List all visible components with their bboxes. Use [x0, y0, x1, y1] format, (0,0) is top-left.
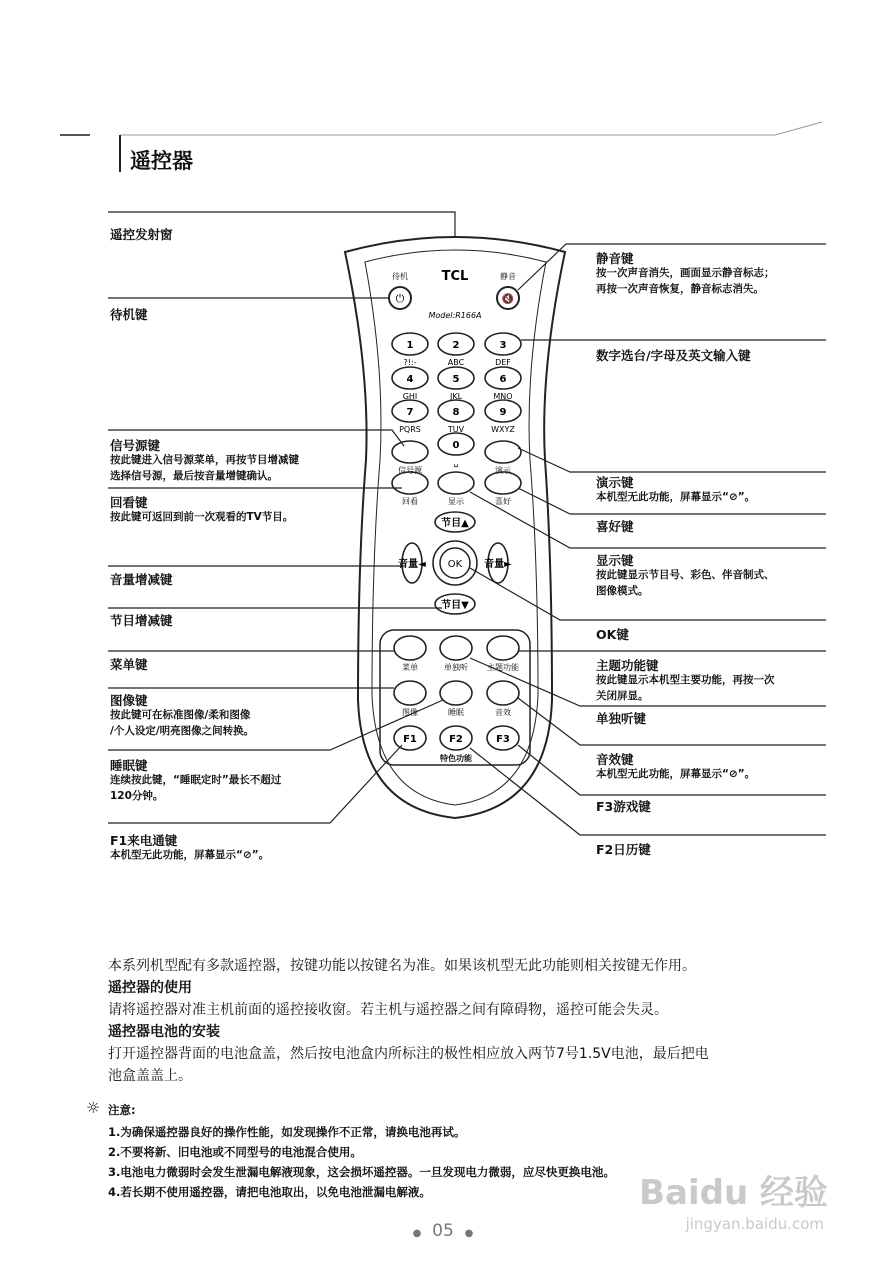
key-1-label: ?!:- [403, 358, 417, 367]
theme-callout-label: 主题功能键 [596, 658, 659, 673]
f2-callout-label: F2日历键 [596, 842, 651, 857]
notes-heading: 注意: [108, 1103, 136, 1117]
special-function-label: 特色功能 [440, 754, 472, 763]
theme-callout-desc: 按此键显示本机型主要功能，再按一次 [596, 674, 775, 686]
key-0[interactable] [438, 433, 474, 467]
mono-callout-label: 单独听键 [596, 711, 647, 726]
key-6-text: 6 [499, 374, 507, 385]
note-item-1: 1.为确保遥控器良好的操作性能，如发现操作不正常，请换电池再试。 [108, 1125, 466, 1139]
key-3-label: DEF [495, 358, 511, 367]
page-number: ● 05 ● [412, 1221, 474, 1241]
sleep-button[interactable] [440, 681, 472, 717]
key-4[interactable] [392, 367, 428, 401]
f1-button-text: F1 [403, 734, 417, 745]
recall-button-label: 回看 [402, 497, 418, 506]
ok-callout-label: OK键 [596, 627, 629, 642]
demo-callout-label: 演示键 [596, 475, 634, 490]
sleep-callout-desc: 120分钟。 [110, 790, 164, 802]
image-callout-label: 图像键 [110, 693, 148, 708]
key-2-label: ABC [447, 358, 465, 367]
usage-text: 请将遥控器对准主机前面的遥控接收窗。若主机与遥控器之间有障碍物，遥控可能会失灵。 [108, 1002, 668, 1018]
sound-button-shape [487, 681, 519, 705]
recall-button[interactable] [392, 472, 428, 506]
f1-callout-desc: 本机型无此功能，屏幕显示“⊘”。 [110, 849, 270, 861]
f2-button[interactable] [440, 726, 472, 750]
favorite-button-label: 喜好 [495, 497, 511, 506]
menu-button-shape [394, 636, 426, 660]
f3-button[interactable] [487, 726, 519, 750]
emitter-callout-label: 遥控发射窗 [110, 227, 173, 242]
demo-button[interactable] [485, 441, 521, 475]
favorite-button[interactable] [485, 472, 521, 506]
display-button-label: 显示 [448, 497, 464, 506]
sleep-button-shape [440, 681, 472, 705]
mute-icon: 🔇 [501, 294, 515, 305]
mono-button-shape [440, 636, 472, 660]
page-title: 遥控器 [130, 149, 193, 173]
key-2-text: 2 [452, 340, 460, 351]
f2-button-text: F2 [449, 734, 463, 745]
program-up-button-text: 节目▲ [441, 518, 469, 529]
battery-heading: 遥控器电池的安装 [108, 1024, 220, 1040]
source-callout-desc: 按此键进入信号源菜单，再按节目增减键 [110, 454, 299, 466]
key-7-label: PQRS [399, 425, 421, 434]
demo-callout-desc: 本机型无此功能，屏幕显示“⊘”。 [596, 491, 756, 503]
sleep-callout-label: 睡眠键 [110, 758, 148, 773]
key-6[interactable] [485, 367, 521, 401]
sound-button-label: 音效 [495, 708, 511, 717]
display-button-shape [438, 472, 474, 494]
f2-leader [470, 748, 826, 835]
key-9[interactable] [485, 400, 521, 434]
key-4-label: GHI [402, 392, 418, 401]
source-button[interactable] [392, 441, 428, 475]
volume-up-button-text: 音量► [484, 559, 512, 570]
mono-button-label: 单独听 [444, 663, 468, 672]
power-icon: ⏻ [395, 292, 405, 305]
numeric-callout-label: 数字选台/字母及英文输入键 [596, 348, 751, 363]
key-9-text: 9 [499, 407, 507, 418]
key-3[interactable] [485, 333, 521, 367]
key-9-label: WXYZ [491, 425, 515, 434]
lightbulb-icon: ☼ [86, 1098, 101, 1117]
theme-button-label: 主题功能 [487, 663, 519, 672]
f1-callout-label: F1来电通键 [110, 833, 178, 848]
program-down-button-text: 节目▼ [441, 600, 469, 611]
key-8-text: 8 [452, 407, 460, 418]
key-0-label: ␣ [453, 458, 459, 467]
theme-button-shape [487, 636, 519, 660]
mono-button[interactable] [440, 636, 472, 672]
sound-callout-desc: 本机型无此功能，屏幕显示“⊘”。 [596, 768, 756, 780]
recall-callout-label: 回看键 [110, 495, 148, 510]
display-callout-label: 显示键 [596, 553, 634, 568]
sound-callout-label: 音效键 [596, 752, 634, 767]
key-8[interactable] [438, 400, 474, 434]
standby-callout-label: 待机键 [110, 307, 148, 322]
favorite-button-shape [485, 472, 521, 494]
demo-leader [518, 448, 826, 472]
volume-callout-label: 音量增减键 [110, 572, 173, 587]
ok-key-label: OK [447, 559, 463, 570]
display-callout-desc: 按此键显示节目号、彩色、伴音制式、 [596, 569, 775, 581]
sleep-callout-desc: 连续按此键，“睡眠定时”最长不超过 [110, 774, 282, 786]
display-button[interactable] [438, 472, 474, 506]
mute-key-label: 静音 [500, 272, 516, 281]
f3-button-text: F3 [496, 734, 510, 745]
volume-down-button[interactable] [398, 543, 426, 583]
key-1-text: 1 [406, 340, 414, 351]
key-5-label: JKL [449, 392, 463, 401]
f1-button[interactable] [394, 726, 426, 750]
battery-text-1: 打开遥控器背面的电池盒盖，然后按电池盒内所标注的极性相应放入两节7号1.5V电池，最后把电 [108, 1046, 709, 1062]
image-button[interactable] [394, 681, 426, 717]
key-4-text: 4 [406, 374, 414, 385]
menu-button-label: 菜单 [402, 663, 418, 672]
image-button-label: 图像 [402, 708, 418, 717]
sleep-button-label: 睡眠 [448, 708, 464, 717]
source-button-label: 信号源 [398, 466, 422, 475]
image-callout-desc: 按此键可在标准图像/柔和图像 [110, 709, 251, 721]
mute-callout-desc: 按一次声音消失，画面显示静音标志； [596, 267, 775, 279]
battery-text-2: 池盒盖盖上。 [108, 1068, 192, 1084]
sound-leader [518, 698, 826, 745]
watermark-logo: Baidu 经验 [639, 1173, 828, 1213]
program-up-button[interactable] [435, 512, 475, 532]
mute-callout-desc: 再按一次声音恢复，静音标志消失。 [596, 283, 764, 295]
demo-button-shape [485, 441, 521, 463]
brand-logo: TCL [441, 269, 469, 284]
key-7[interactable] [392, 400, 428, 434]
theme-callout-desc: 关闭屏显。 [596, 690, 649, 702]
program-callout-label: 节目增减键 [110, 613, 173, 628]
key-5-text: 5 [452, 374, 460, 385]
volume-down-button-text: 音量◄ [398, 559, 426, 570]
menu-callout-label: 菜单键 [110, 657, 148, 672]
note-item-2: 2.不要将新、旧电池或不同型号的电池混合使用。 [108, 1145, 362, 1159]
theme-button[interactable] [487, 636, 519, 672]
key-5[interactable] [438, 367, 474, 401]
mute-callout-label: 静音键 [596, 251, 634, 266]
sound-button[interactable] [487, 681, 519, 717]
recall-button-shape [392, 472, 428, 494]
program-down-button[interactable] [435, 594, 475, 614]
image-callout-desc: /个人设定/明亮图像之间转换。 [110, 725, 255, 737]
source-button-shape [392, 441, 428, 463]
source-callout-desc: 选择信号源，最后按音量增键确认。 [110, 470, 278, 482]
demo-button-label: 演示 [495, 466, 511, 475]
usage-heading: 遥控器的使用 [108, 980, 192, 996]
recall-callout-desc: 按此键可返回到前一次观看的TV节目。 [110, 511, 294, 523]
key-2[interactable] [438, 333, 474, 367]
image-button-shape [394, 681, 426, 705]
key-6-label: MNO [493, 392, 513, 401]
menu-button[interactable] [394, 636, 426, 672]
key-1[interactable] [392, 333, 428, 367]
key-8-label: TUV [447, 425, 465, 434]
display-callout-desc: 图像模式。 [596, 585, 649, 597]
note-item-3: 3.电池电力微弱时会发生泄漏电解液现象，这会损坏遥控器。一旦发现电力微弱，应尽快更换电池。 [108, 1165, 615, 1179]
source-callout-label: 信号源键 [110, 438, 161, 453]
model-label: Model:R166A [428, 311, 482, 320]
intro-text: 本系列机型配有多款遥控器，按键功能以按键名为准。如果该机型无此功能则相关按键无作用。 [108, 958, 696, 974]
note-item-4: 4.若长期不使用遥控器，请把电池取出，以免电池泄漏电解液。 [108, 1185, 431, 1199]
watermark-url: jingyan.baidu.com [685, 1215, 824, 1233]
f3-callout-label: F3游戏键 [596, 799, 651, 814]
volume-up-button[interactable] [484, 543, 512, 583]
standby-key-label: 待机 [392, 272, 408, 281]
key-0-text: 0 [452, 440, 460, 451]
key-3-text: 3 [499, 340, 507, 351]
key-7-text: 7 [406, 407, 414, 418]
favorite-callout-label: 喜好键 [596, 519, 634, 534]
